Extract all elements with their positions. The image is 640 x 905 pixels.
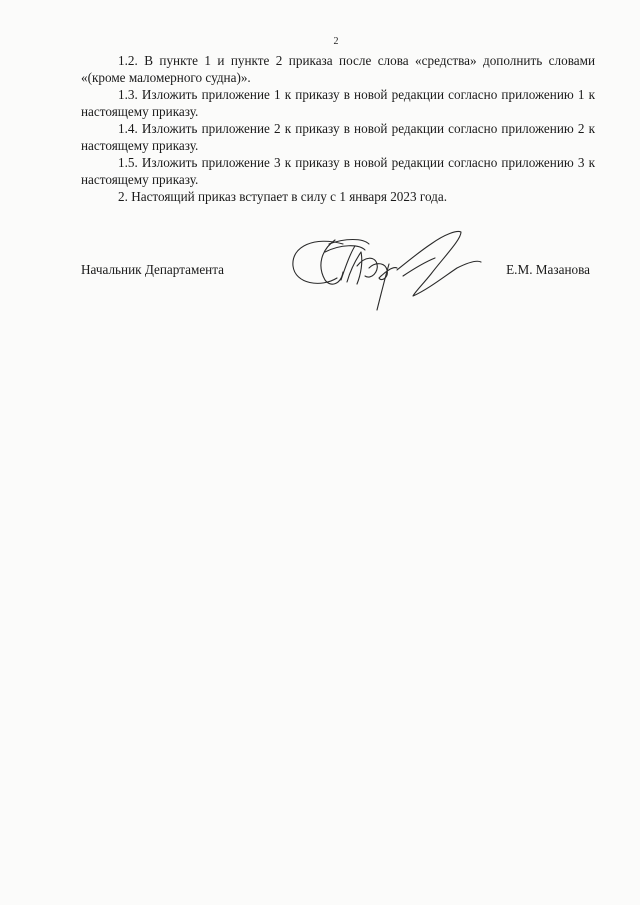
document-body xyxy=(81,52,595,205)
page-number: 2 xyxy=(333,36,339,47)
signatory-position: Начальник Департамента xyxy=(81,262,225,277)
signature-block xyxy=(81,262,595,282)
paragraph-1-4: 1.4. Изложить приложение 2 к приказу в новой редакции согласно приложению 2 к настоящему приказу. xyxy=(81,121,595,153)
paragraph-1-3: 1.3. Изложить приложение 1 к приказу в новой редакции согласно приложению 1 к настоящему приказу. xyxy=(81,87,595,119)
paragraph-1-2: 1.2. В пункте 1 и пункте 2 приказа после слова «средства» дополнить словами «(кроме маломерного судна)». xyxy=(81,53,595,85)
signatory-name: Е.М. Мазанова xyxy=(506,262,590,277)
paragraph-2: 2. Настоящий приказ вступает в силу с 1 января 2023 года. xyxy=(118,189,448,204)
paragraph-1-5: 1.5. Изложить приложение 3 к приказу в новой редакции согласно приложению 3 к настоящему приказу. xyxy=(81,155,595,187)
